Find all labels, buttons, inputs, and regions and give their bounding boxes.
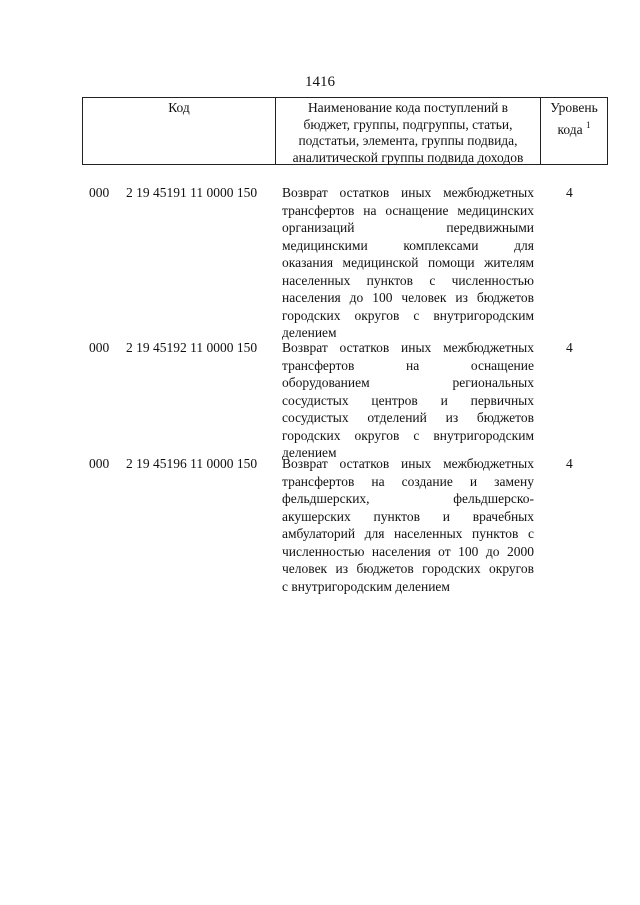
header-name-line: подстатьи, элемента, группы подвида, — [298, 133, 518, 148]
row-name-line: трансфертов на оснащение — [282, 357, 534, 373]
row-name-line: сосудистых центров и первичных — [282, 392, 534, 408]
row-name-line: организаций передвижными — [282, 220, 534, 235]
row-name-line: амбулаторий для населенных пунктов с — [282, 526, 534, 541]
header-level-kod: кода — [557, 121, 583, 137]
row-name-line: фельдшерских, фельдшерско- — [282, 491, 534, 506]
row-admin-code: 000 — [89, 340, 110, 355]
row-name-line: делением — [282, 325, 337, 340]
header-code: Код — [83, 98, 276, 164]
row-name-line: городских округов с внутригородским — [282, 307, 534, 323]
row-admin-code: 000 — [89, 185, 110, 200]
row-name-line: сосудистых отделений из бюджетов — [282, 410, 534, 425]
header-name-line: аналитической группы подвида доходов — [292, 149, 524, 165]
header-level-footnote: 1 — [585, 119, 591, 130]
row-income-code: 2 19 45191 11 0000 150 — [126, 185, 258, 200]
row-name-line: численностью населения от 100 до 2000 — [282, 543, 534, 559]
row-name — [282, 184, 534, 342]
row-income-code: 2 19 45192 11 0000 150 — [126, 340, 258, 355]
row-name-line: медицинскими комплексами для — [282, 237, 534, 253]
header-name-line: бюджет, группы, подгруппы, статьи, — [303, 116, 513, 132]
row-name — [282, 455, 534, 595]
row-name-line: городских округов с внутригородским — [282, 427, 534, 443]
page-number: 1416 — [305, 74, 335, 90]
row-name-line: оказания медицинской помощи жителям — [282, 255, 534, 270]
row-name-line: делением — [282, 445, 337, 460]
header-name-line: Наименование кода поступлений в — [307, 100, 509, 115]
row-name-line: оборудованием региональных — [282, 375, 534, 390]
header-name — [276, 98, 541, 164]
header-level-line: Уровень — [550, 100, 598, 115]
row-name-line: Возврат остатков иных межбюджетных — [282, 340, 534, 355]
row-income-code: 2 19 45196 11 0000 150 — [126, 456, 258, 471]
row-level: 4 — [566, 185, 573, 200]
row-name-line: Возврат остатков иных межбюджетных — [282, 185, 534, 200]
table-header — [82, 97, 608, 165]
row-name-line: трансфертов на создание и замену — [282, 473, 534, 489]
row-admin-code: 000 — [89, 456, 110, 471]
row-name-line: акушерских пунктов и врачебных — [282, 508, 534, 524]
row-name-line: Возврат остатков иных межбюджетных — [282, 456, 534, 471]
row-name-line: трансфертов на оснащение медицинских — [282, 202, 534, 218]
row-level: 4 — [566, 456, 573, 471]
header-level — [541, 98, 607, 164]
row-name — [282, 339, 534, 462]
row-level: 4 — [566, 340, 573, 355]
row-name-line: с внутригородским делением — [282, 578, 450, 594]
row-name-line: населенных пунктов с численностью — [282, 272, 534, 288]
row-name-line: населения до 100 человек из бюджетов — [282, 290, 534, 305]
row-name-line: человек из бюджетов городских округов — [282, 561, 534, 576]
header-level-line2 — [541, 117, 607, 139]
